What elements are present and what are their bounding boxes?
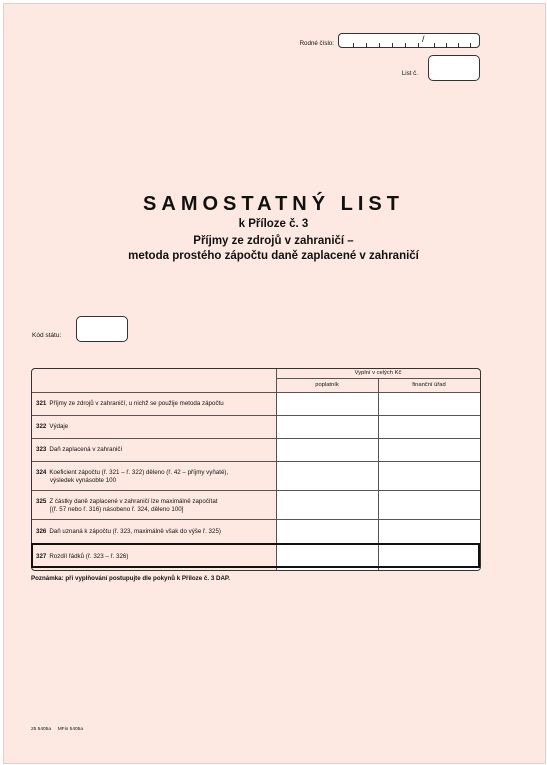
form-subtitle-2: Příjmy ze zdrojů v zahraničí – bbox=[193, 235, 354, 247]
row-text: Rozdíl řádků (ř. 323 – ř. 326) bbox=[49, 553, 129, 560]
table-row-326-label bbox=[36, 528, 221, 536]
col-header-payer: poplatník bbox=[315, 382, 339, 388]
rodne-cislo-tick bbox=[379, 43, 380, 47]
rodne-cislo-field[interactable] bbox=[338, 33, 480, 48]
row-number: 322 bbox=[36, 423, 47, 430]
kod-statu-label: Kód státu: bbox=[32, 332, 62, 339]
row-number: 324 bbox=[36, 469, 47, 476]
income-table bbox=[31, 368, 481, 571]
row-text: Z částky daně zaplacené v zahraničí lze maximálně započítat bbox=[49, 498, 218, 505]
row-separator bbox=[32, 490, 480, 491]
row-separator bbox=[32, 461, 480, 462]
row-text: Příjmy ze zdrojů v zahraničí, u nichž se použije metoda zápočtu bbox=[49, 400, 224, 407]
form-subtitle-1: k Příloze č. 3 bbox=[238, 218, 309, 230]
table-row-322-label bbox=[36, 423, 68, 431]
row-text: Daň zaplacená v zahraničí bbox=[49, 446, 123, 453]
table-row-321-label bbox=[36, 400, 224, 408]
table-row-327-highlight bbox=[31, 543, 480, 568]
rodne-cislo-tick bbox=[353, 43, 354, 47]
table-row-324-label bbox=[36, 469, 228, 485]
rodne-cislo-tick bbox=[470, 43, 471, 47]
row-separator bbox=[32, 415, 480, 416]
rodne-cislo-label: Rodné číslo: bbox=[299, 40, 334, 47]
row-number: 326 bbox=[36, 528, 47, 535]
rodne-cislo-tick bbox=[405, 43, 406, 47]
rodne-cislo-tick bbox=[366, 43, 367, 47]
header-group-label: Vyplní v celých Kč bbox=[354, 370, 402, 376]
list-cislo-field[interactable] bbox=[428, 55, 480, 81]
row-text: Výdaje bbox=[49, 423, 69, 430]
row-separator bbox=[32, 438, 480, 439]
form-subtitle-3: metoda prostého zápočtu daně zaplacené v zahraničí bbox=[128, 250, 419, 262]
form-note: Poznámka: při vyplňování postupujte dle pokynů k Příloze č. 3 DAP. bbox=[31, 575, 230, 582]
col-divider-label bbox=[276, 369, 277, 570]
row-separator bbox=[32, 519, 480, 520]
rodne-cislo-tick bbox=[446, 43, 447, 47]
rodne-cislo-tick bbox=[458, 43, 459, 47]
rodne-cislo-separator: / bbox=[422, 34, 425, 44]
table-row-323-label bbox=[36, 446, 122, 454]
kod-statu-field[interactable] bbox=[76, 316, 128, 342]
form-title: SAMOSTATNÝ LIST bbox=[143, 193, 404, 215]
form-code: 25 5405a bbox=[31, 727, 52, 732]
list-cislo-label: List č. bbox=[401, 70, 418, 77]
form-footer bbox=[31, 727, 83, 732]
col-header-office: finanční úřad bbox=[412, 382, 446, 388]
row-number: 325 bbox=[36, 498, 47, 505]
rodne-cislo-tick bbox=[418, 43, 419, 47]
row-text-continued: [(ř. 57 nebo ř. 316) násobeno ř. 324, děleno 100] bbox=[50, 506, 184, 513]
row-number: 323 bbox=[36, 446, 47, 453]
row-text: Daň uznaná k zápočtu (ř. 323, maximálně však do výše ř. 325) bbox=[49, 528, 221, 535]
row-text: Koeficient zápočtu (ř. 321 – ř. 322) děleno (ř. 42 – příjmy vyňaté), bbox=[49, 469, 229, 476]
row-number: 327 bbox=[36, 553, 47, 560]
rodne-cislo-tick bbox=[434, 43, 435, 47]
row-number: 321 bbox=[36, 400, 47, 407]
form-code-mfin: MFin 5405a bbox=[57, 727, 84, 732]
row-text-continued: výsledek vynásobte 100 bbox=[50, 477, 117, 484]
header-bottom-line bbox=[32, 392, 480, 393]
col-divider-payer bbox=[378, 378, 379, 570]
table-row-325-label bbox=[36, 498, 218, 514]
rodne-cislo-tick bbox=[392, 43, 393, 47]
